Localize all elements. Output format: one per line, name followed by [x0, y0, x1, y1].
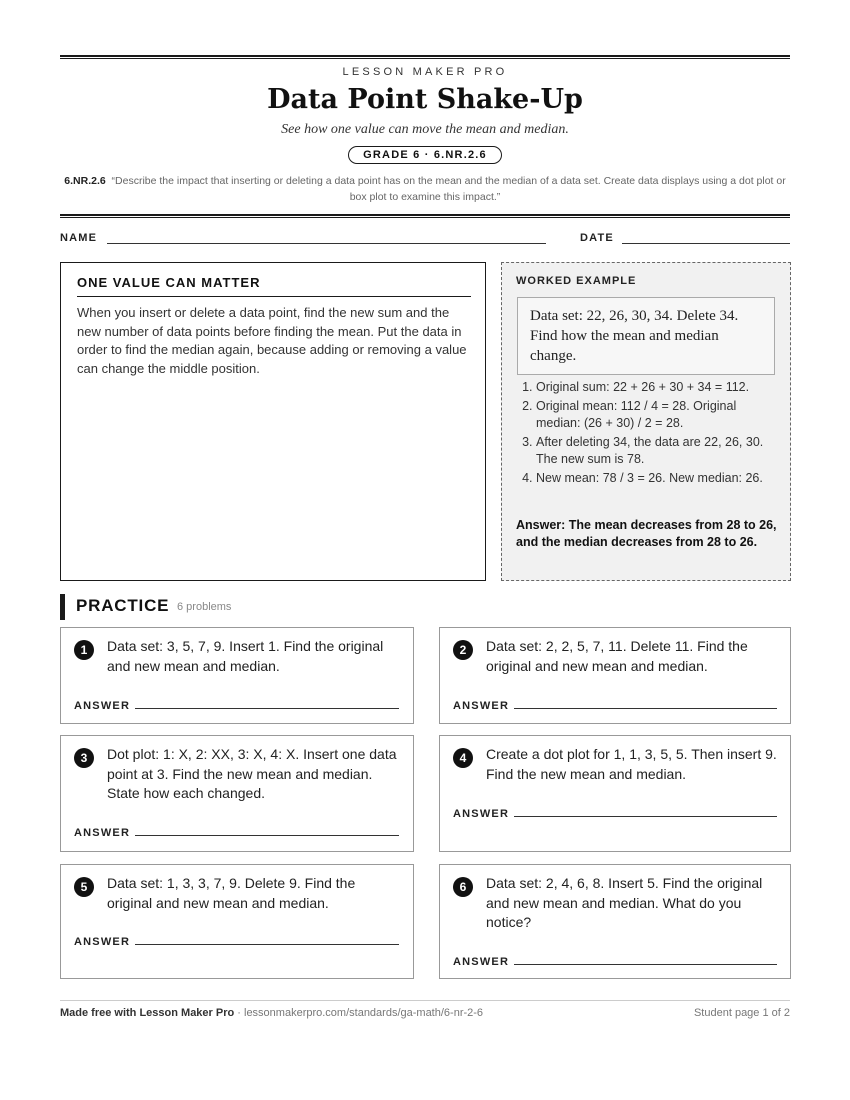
worked-step: 1. Original sum: 22 + 26 + 30 + 34 = 112.	[536, 379, 778, 396]
worked-example-label: WORKED EXAMPLE	[516, 275, 637, 287]
problem-number: 2	[453, 640, 473, 660]
footer-url[interactable]: · lessonmakerpro.com/standards/ga-math/6-nr-2-6	[234, 1007, 484, 1019]
header-top-rule	[60, 55, 790, 59]
footer-credit	[60, 1007, 483, 1019]
problem-card-2	[439, 627, 791, 724]
problem-card-1	[60, 627, 414, 724]
answer-field[interactable]	[514, 964, 777, 965]
answer-label: ANSWER	[74, 700, 131, 712]
name-label: NAME	[60, 232, 98, 244]
date-label: DATE	[580, 232, 614, 244]
answer-field[interactable]	[135, 944, 399, 945]
worksheet-subtitle: See how one value can move the mean and median.	[281, 122, 569, 137]
worked-step: 2. Original mean: 112 / 4 = 28. Original median: (26 + 30) / 2 = 28.	[536, 398, 778, 432]
standard-code: 6.NR.2.6	[64, 175, 106, 187]
practice-title: PRACTICE	[76, 596, 170, 615]
problem-number: 5	[74, 877, 94, 897]
footer-rule	[60, 1000, 790, 1001]
brand-name: LESSON MAKER PRO	[342, 66, 508, 78]
date-field[interactable]	[622, 243, 790, 244]
standard-text: “Describe the impact that inserting or deleting a data point has on the mean and the median of a data set. Create data displays using a dot plot or box plot to examine this impact.”	[111, 175, 786, 203]
problem-number: 4	[453, 748, 473, 768]
standard-description	[60, 173, 790, 205]
answer-label: ANSWER	[453, 808, 510, 820]
worked-example-answer: Answer: The mean decreases from 28 to 26, and the median decreases from 28 to 26.	[516, 518, 777, 549]
concept-heading: ONE VALUE CAN MATTER	[77, 275, 471, 297]
problem-text: Data set: 2, 2, 5, 7, 11. Delete 11. Find the original and new mean and median.	[486, 638, 748, 674]
answer-field[interactable]	[514, 816, 777, 817]
header-bottom-rule	[60, 214, 790, 218]
practice-count: 6 problems	[177, 601, 232, 613]
footer-made-with: Made free with Lesson Maker Pro	[60, 1007, 235, 1019]
worksheet-title: Data Point Shake-Up	[267, 84, 583, 115]
worked-step: 4. New mean: 78 / 3 = 26. New median: 26.	[536, 470, 778, 487]
problem-text: Create a dot plot for 1, 1, 3, 5, 5. Then insert 9. Find the new mean and median.	[486, 746, 777, 782]
problem-text: Data set: 2, 4, 6, 8. Insert 5. Find the original and new mean and median. What do you notice?	[486, 875, 763, 930]
problem-number: 3	[74, 748, 94, 768]
problem-card-4	[439, 735, 791, 852]
problem-text: Data set: 3, 5, 7, 9. Insert 1. Find the original and new mean and median.	[107, 638, 384, 674]
problem-number: 6	[453, 877, 473, 897]
answer-label: ANSWER	[453, 700, 510, 712]
concept-body: When you insert or delete a data point, find the new sum and the new number of data points before finding the mean. Put the data in order to find the median again, because adding or removing a value can change the middle position.	[77, 305, 467, 376]
answer-label: ANSWER	[74, 936, 131, 948]
worked-example-problem: Data set: 22, 26, 30, 34. Delete 34. Find how the mean and median change.	[517, 297, 775, 375]
problem-text: Dot plot: 1: X, 2: XX, 3: X, 4: X. Insert one data point at 3. Find the new mean and median. State how each changed.	[107, 746, 397, 801]
answer-label: ANSWER	[74, 827, 131, 839]
name-field[interactable]	[107, 243, 546, 244]
problem-number: 1	[74, 640, 94, 660]
problem-text: Data set: 1, 3, 3, 7, 9. Delete 9. Find the original and new mean and median.	[107, 875, 356, 911]
problem-card-5	[60, 864, 414, 979]
name-date-row	[60, 230, 790, 248]
worked-step: 3. After deleting 34, the data are 22, 26, 30. The new sum is 78.	[536, 434, 778, 468]
answer-field[interactable]	[514, 708, 777, 709]
answer-field[interactable]	[135, 708, 399, 709]
answer-label: ANSWER	[453, 956, 510, 968]
problem-card-6	[439, 864, 791, 979]
worked-example-steps	[516, 379, 778, 489]
answer-field[interactable]	[135, 835, 399, 836]
grade-badge: GRADE 6 · 6.NR.2.6	[348, 146, 502, 164]
concept-box	[60, 262, 486, 581]
problem-card-3	[60, 735, 414, 852]
practice-accent-bar	[60, 594, 65, 620]
worked-example-box	[501, 262, 791, 581]
footer-page-number: Student page 1 of 2	[693, 1007, 790, 1019]
